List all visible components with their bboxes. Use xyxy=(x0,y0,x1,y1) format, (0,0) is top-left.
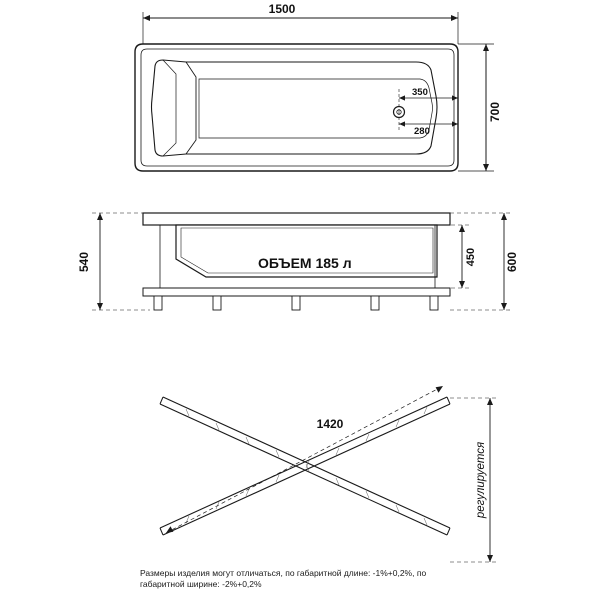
base-beam xyxy=(143,288,450,296)
dim-label-adjustable: регулируется xyxy=(475,441,487,519)
top-view xyxy=(135,2,502,171)
dim-label-700: 700 xyxy=(488,101,502,123)
dim-label-450: 450 xyxy=(465,247,477,267)
volume-label: ОБЪЕМ 185 л xyxy=(258,255,352,271)
dim-top-width xyxy=(143,12,458,44)
bath-outer-outline xyxy=(135,44,458,171)
dim-adjustable xyxy=(450,398,498,562)
footnote-line-1: Размеры изделия могут отличаться, по габаритной длине: -1%+0,2%, по xyxy=(140,568,427,578)
footnote-line-2: габаритной ширине: -2%+0,2% xyxy=(140,579,262,590)
bath-rim-plate xyxy=(143,213,450,225)
frame-view xyxy=(160,386,498,562)
leg-3 xyxy=(292,296,300,310)
leg-1 xyxy=(154,296,162,310)
front-view xyxy=(77,213,519,310)
dim-600 xyxy=(450,213,519,310)
dim-label-1420: 1420 xyxy=(316,417,344,431)
dim-1420 xyxy=(166,386,443,533)
dim-label-540: 540 xyxy=(77,251,91,273)
dim-450 xyxy=(437,225,477,288)
dim-label-350: 350 xyxy=(412,87,428,98)
frame-bar-b xyxy=(160,397,450,535)
leg-4 xyxy=(371,296,379,310)
frame-bar-a xyxy=(160,397,450,535)
dim-label-1500: 1500 xyxy=(268,2,296,16)
dim-540 xyxy=(77,213,150,310)
leg-2 xyxy=(213,296,221,310)
dim-label-600: 600 xyxy=(505,251,519,273)
leg-5 xyxy=(430,296,438,310)
dim-label-280: 280 xyxy=(414,126,430,137)
footnote xyxy=(140,568,470,591)
